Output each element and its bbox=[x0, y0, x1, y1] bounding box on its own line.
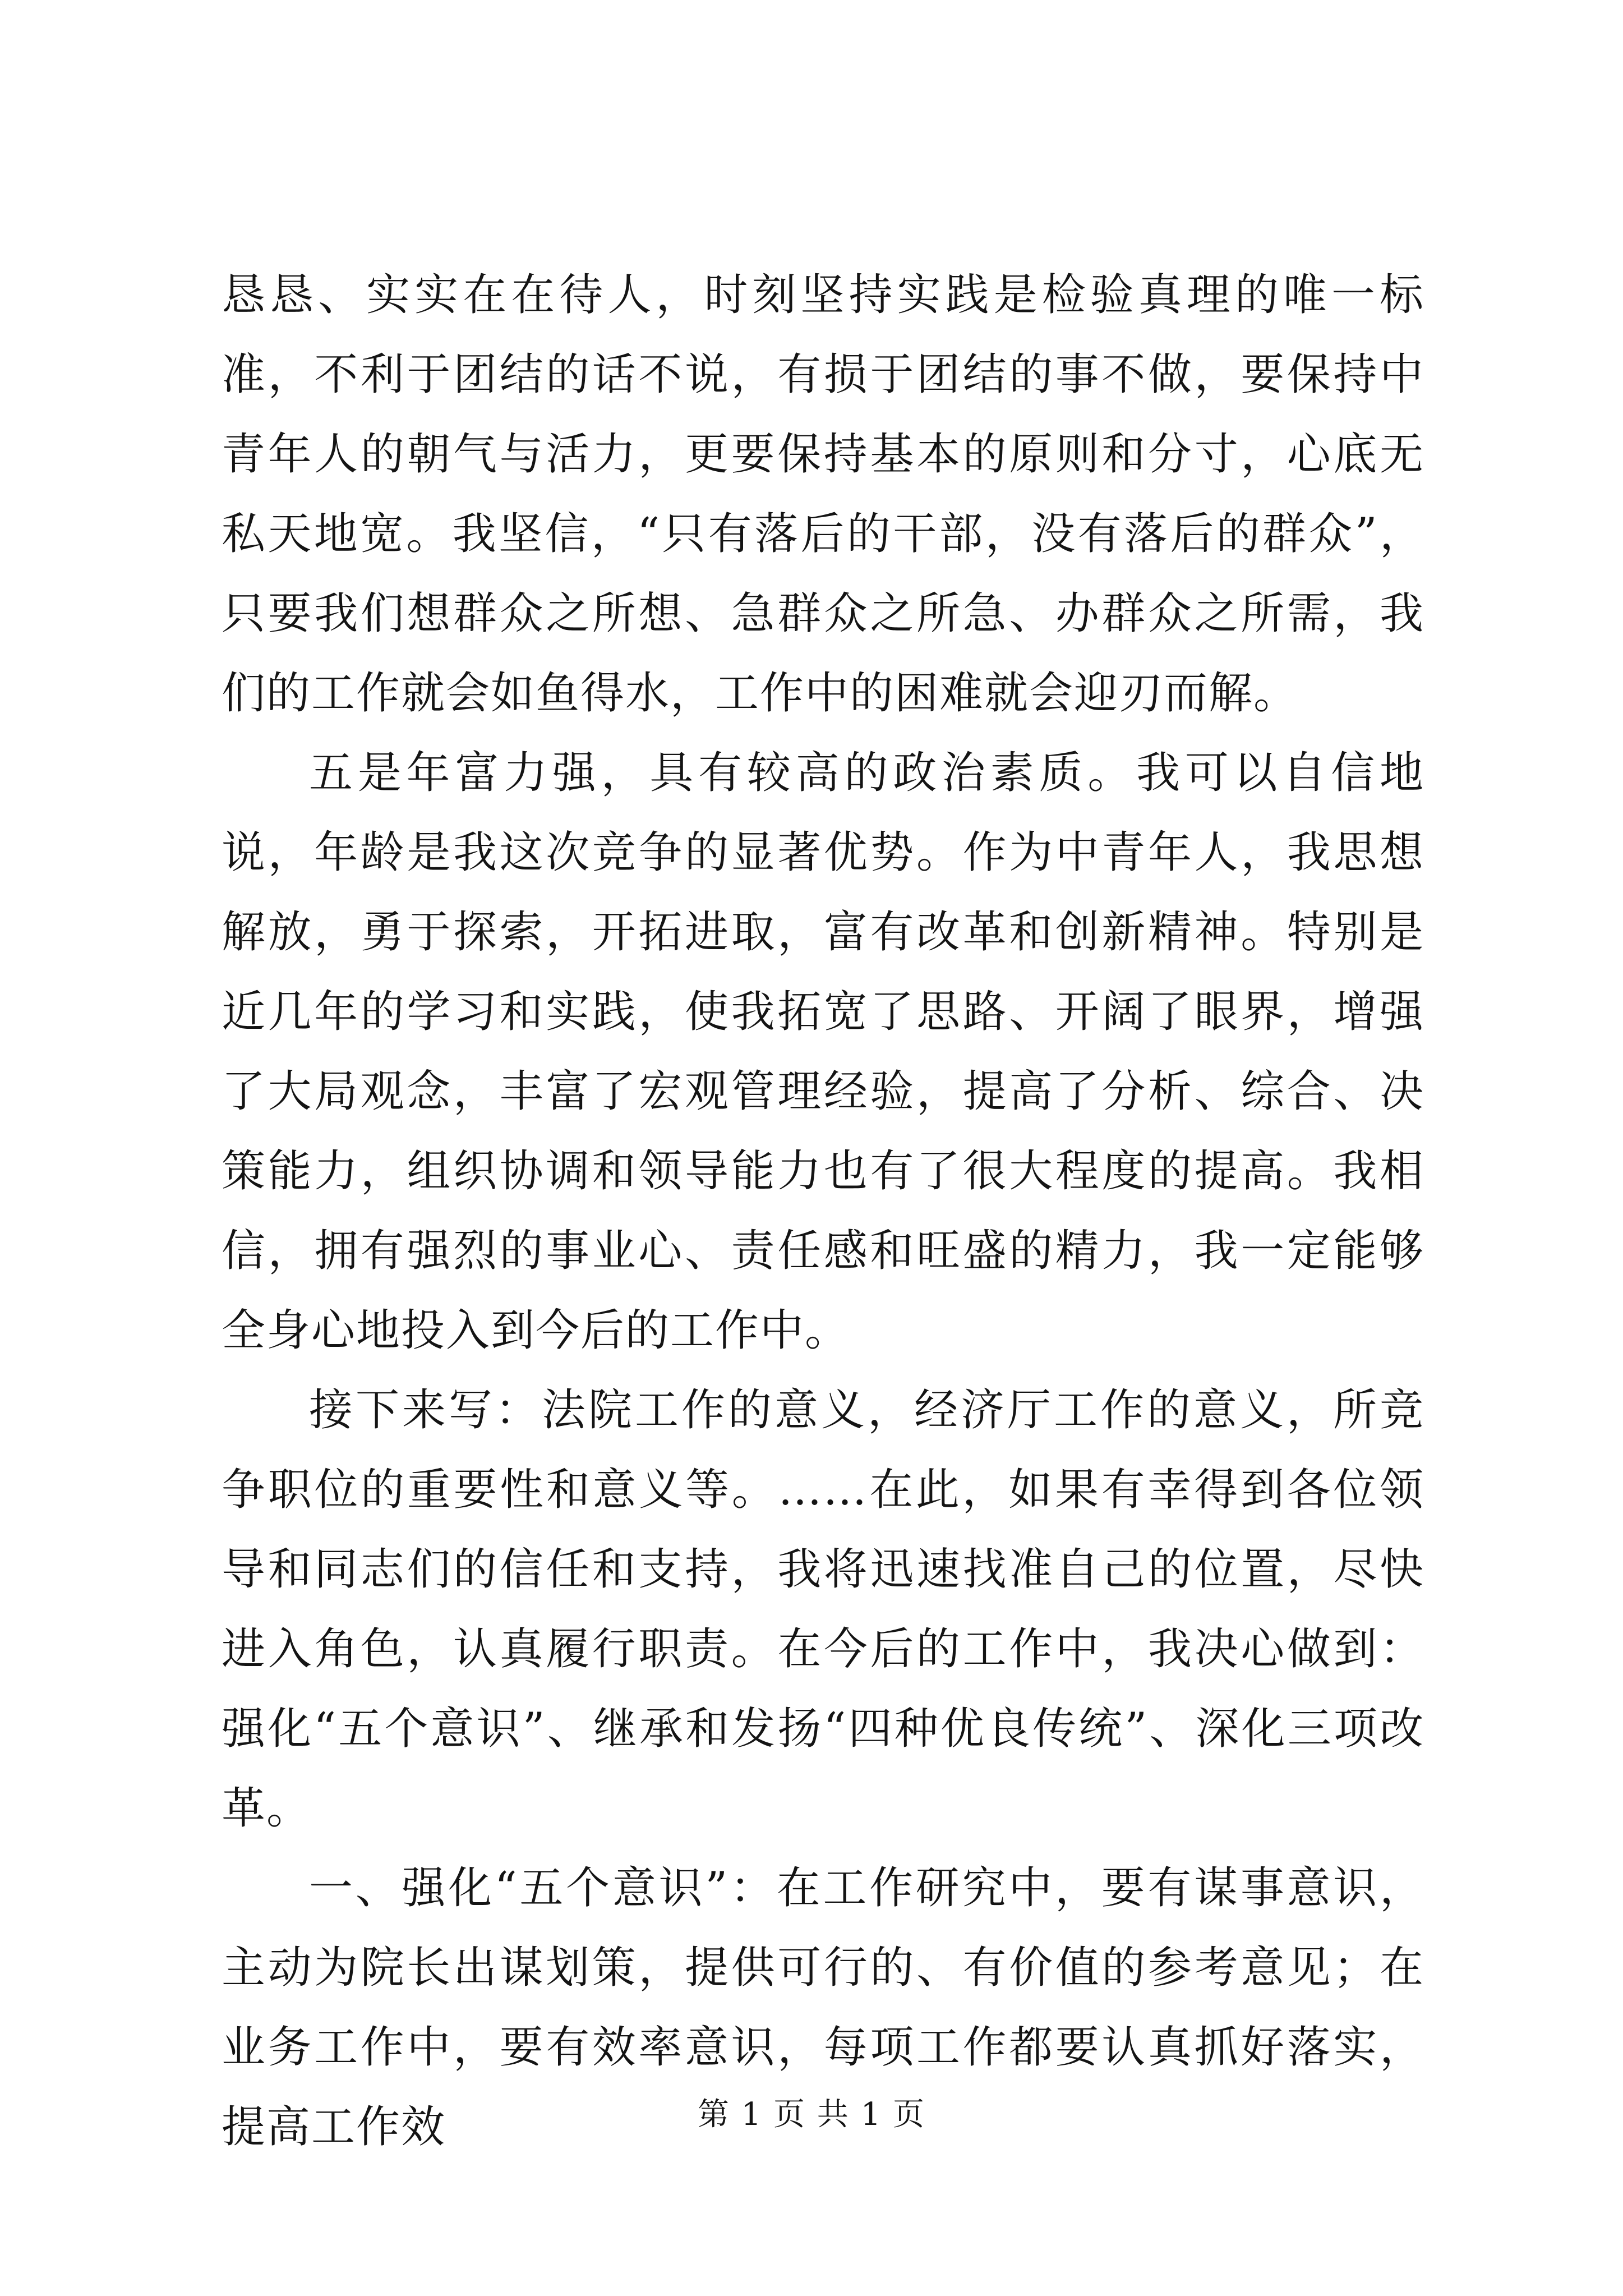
page-footer: 第 1 页 共 1 页 bbox=[697, 2096, 926, 2133]
paragraph-4: 一、强化“五个意识”：在工作研究中，要有谋事意识，主动为院长出谋划策，提供可行的、有价值的参考意见；在业务工作中，要有效率意识，每项工作都要认真抓好落实，提高工作效 bbox=[222, 1863, 1424, 2152]
paragraph-1: 恳恳、实实在在待人，时刻坚持实践是检验真理的唯一标准，不利于团结的话不说，有损于团结的事不做，要保持中青年人的朝气与活力，更要保持基本的原则和分寸，心底无私天地宽。我坚信，“只有落后的干部，没有落后的群众”，只要我们想群众之所想、急群众之所急、办群众之所需，我们的工作就会如鱼得水，工作中的困难就会迎刃而解。 bbox=[222, 270, 1424, 719]
document-body bbox=[222, 255, 1424, 2167]
paragraph-2: 五是年富力强，具有较高的政治素质。我可以自信地说，年龄是我这次竞争的显著优势。作为中青年人，我思想解放，勇于探索，开拓进取，富有改革和创新精神。特别是近几年的学习和实践，使我拓宽了思路、开阔了眼界，增强了大局观念，丰富了宏观管理经验，提高了分析、综合、决策能力，组织协调和领导能力也有了很大程度的提高。我相信，拥有强烈的事业心、责任感和旺盛的精力，我一定能够全身心地投入到今后的工作中。 bbox=[222, 748, 1424, 1356]
paragraph-3: 接下来写：法院工作的意义，经济厅工作的意义，所竞争职位的重要性和意义等。……在此，如果有幸得到各位领导和同志们的信任和支持，我将迅速找准自己的位置，尽快进入角色，认真履行职责。在今后的工作中，我决心做到：强化“五个意识”、继承和发扬“四种优良传统”、深化三项改革。 bbox=[222, 1385, 1424, 1834]
